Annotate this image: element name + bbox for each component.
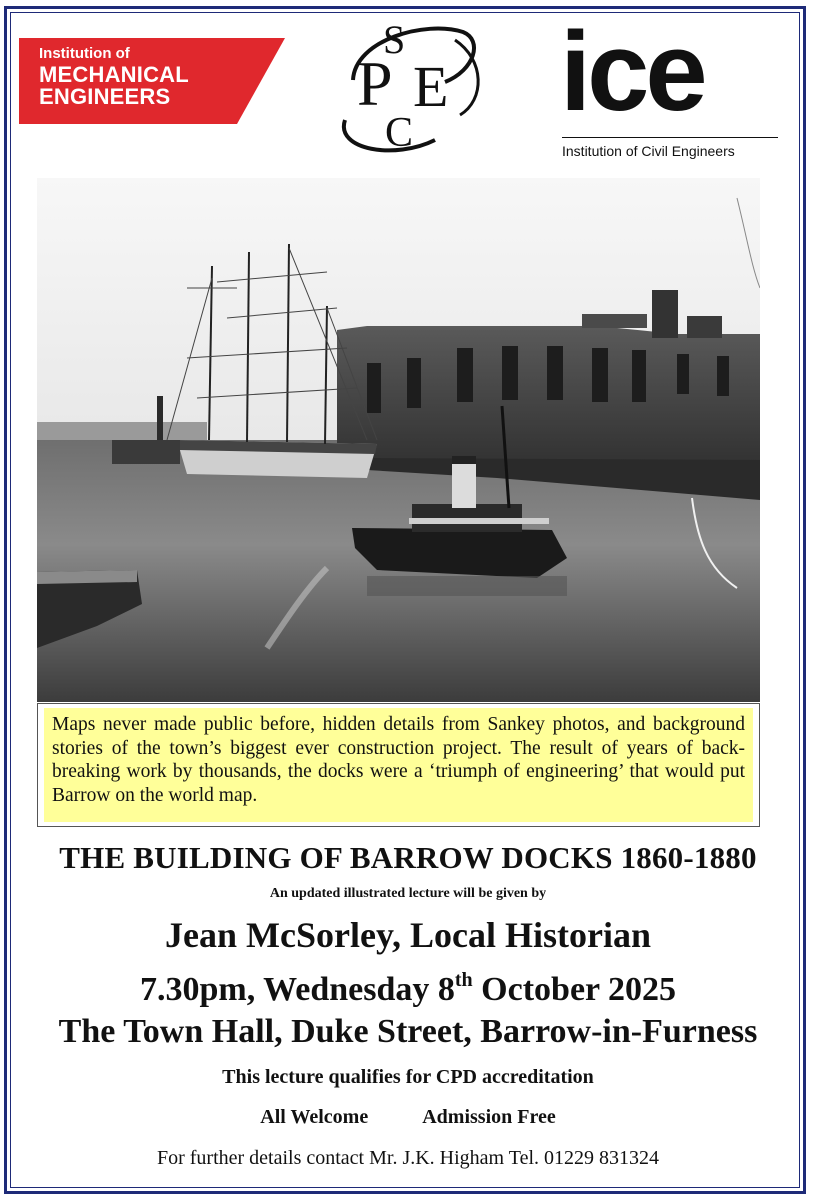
imeche-logo [19,38,285,124]
caption-box [37,703,760,827]
historic-docks-photo [37,178,760,702]
event-datetime-suffix: October 2025 [472,971,677,1008]
event-datetime [0,971,816,1009]
cpd-note: This lecture qualifies for CPD accreditation [222,1066,594,1088]
imeche-logo-line2: MECHANICAL [39,62,189,87]
psec-letter-e: E [413,54,449,119]
lecture-title: THE BUILDING OF BARROW DOCKS 1860-1880 [59,840,757,875]
ice-logo [560,9,782,162]
event-datetime-ordinal: th [454,969,473,991]
ice-logo-word: ice [560,9,704,134]
contact-details: For further details contact Mr. J.K. Higham Tel. 01229 831324 [156,1147,660,1169]
lecture-intro: An updated illustrated lecture will be given by [269,886,547,901]
event-datetime-prefix: 7.30pm, Wednesday 8 [139,971,455,1008]
caption-text: Maps never made public before, hidden details from Sankey photos, and background stories of the town’s biggest ever construction project. The result of years of back-breaking work by thousands, the docks were a ‘triumph of engineering’ that would put Barrow on the world map. [44,708,753,822]
imeche-logo-line1: Institution of [39,45,130,62]
psec-letter-c: C [385,110,414,156]
admission-free: Admission Free [422,1106,556,1128]
ice-logo-subtitle: Institution of Civil Engineers [562,143,735,159]
all-welcome: All Welcome [260,1106,369,1128]
psec-letter-s: S [383,17,406,62]
psec-logo [335,17,485,160]
welcome-line [0,1106,816,1129]
event-venue: The Town Hall, Duke Street, Barrow-in-Furness [58,1013,758,1050]
speaker-name: Jean McSorley, Local Historian [165,915,651,955]
psec-letter-p: P [357,48,393,119]
ice-logo-rule [562,137,778,138]
imeche-logo-line3: ENGINEERS [39,84,171,109]
